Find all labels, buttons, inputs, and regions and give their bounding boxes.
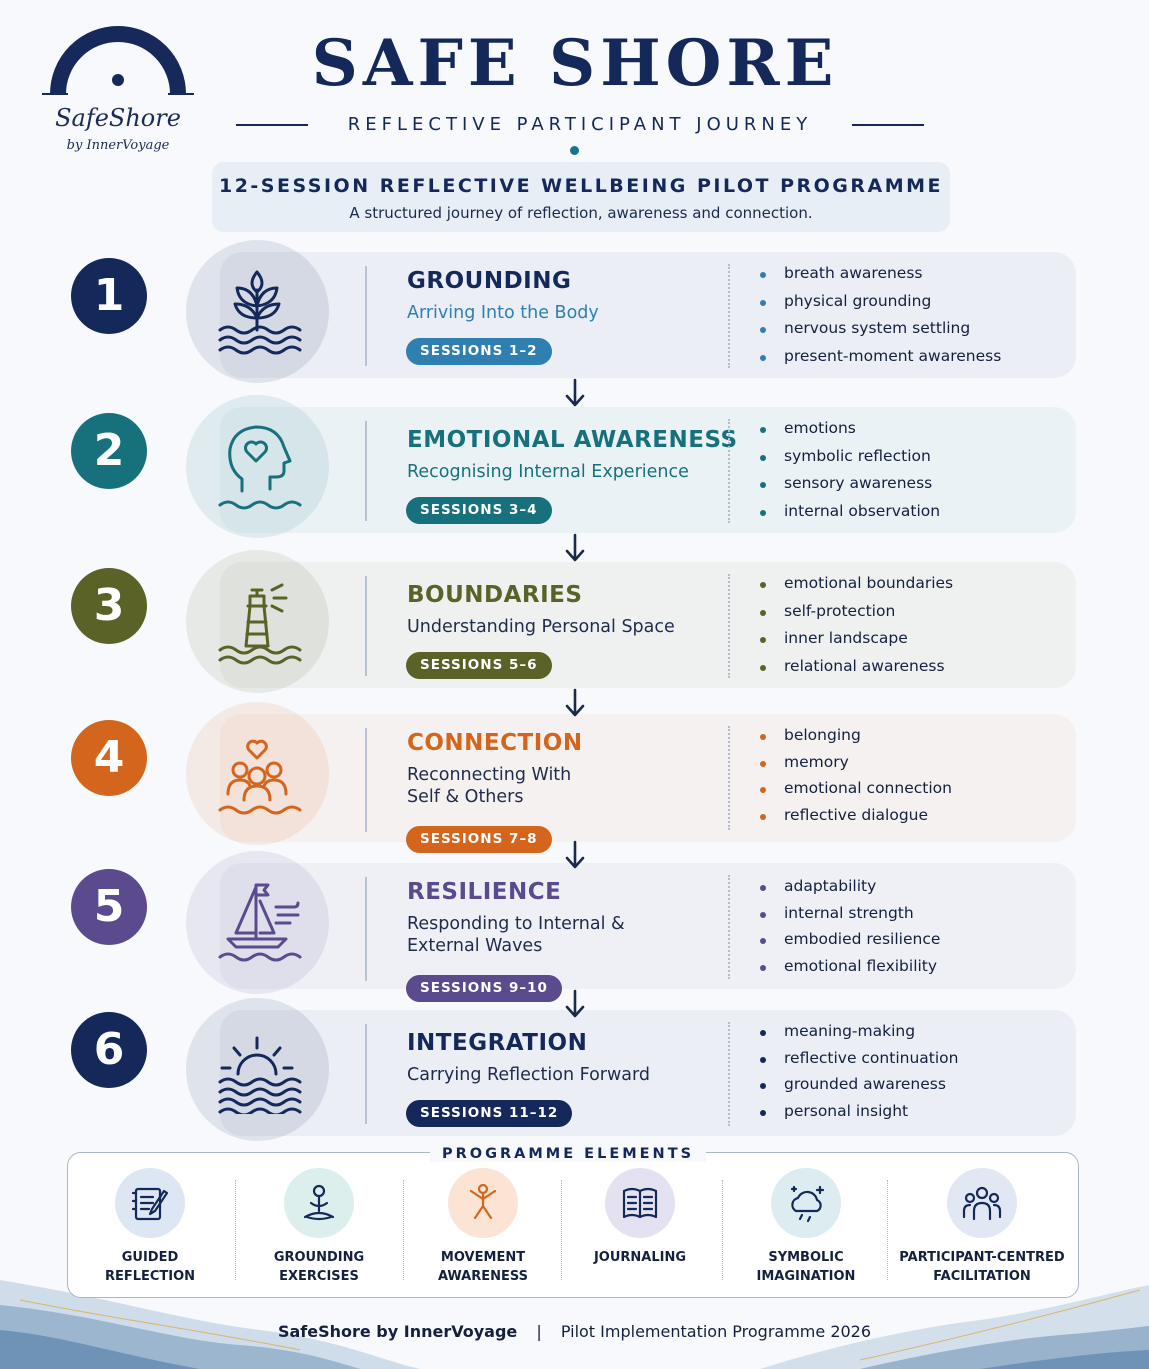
subtitle-rule-left <box>236 124 308 126</box>
element-separator <box>235 1180 236 1280</box>
stage-bullet-item <box>760 657 953 685</box>
stage-subtitle-line: Self & Others <box>407 787 524 807</box>
bullet-text: adaptability <box>784 877 877 895</box>
page-subtitle: REFLECTIVE PARTICIPANT JOURNEY <box>347 114 813 135</box>
stage-bullet-item <box>760 779 952 806</box>
head-heart-icon <box>186 395 329 538</box>
stage-bullet-item <box>760 753 952 780</box>
stage-number-badge: 6 <box>71 1012 147 1088</box>
stage-subtitle-line: Reconnecting With <box>407 765 572 785</box>
stage-subtitle <box>407 302 707 324</box>
stage-divider <box>365 1024 367 1124</box>
programme-elements-heading: PROGRAMME ELEMENTS <box>430 1146 706 1162</box>
bullet-dot <box>760 482 766 488</box>
arrow-down-icon <box>564 686 586 720</box>
stage-subtitle <box>407 616 707 638</box>
stage-bullet-item <box>760 319 1001 347</box>
label-line-1: GUIDED <box>121 1250 179 1265</box>
bullet-text: breath awareness <box>784 264 923 282</box>
bullet-text: nervous system settling <box>784 319 971 337</box>
bullet-text: emotional flexibility <box>784 956 938 975</box>
stage-subtitle <box>407 461 707 483</box>
sessions-badge: SESSIONS 3–4 <box>406 497 552 524</box>
label-line-1: MOVEMENT <box>440 1250 526 1265</box>
arrow-down-icon <box>564 838 586 872</box>
logo-byline: by InnerVoyage <box>66 138 170 153</box>
bullet-dot <box>760 1030 766 1036</box>
programme-element <box>550 1168 730 1267</box>
bullet-dot <box>760 637 766 643</box>
sunrise-icon <box>186 998 329 1141</box>
footer-brand: SafeShore by InnerVoyage <box>277 1322 518 1341</box>
bullet-dot <box>760 355 766 361</box>
element-separator <box>403 1180 404 1280</box>
bullet-dot <box>760 1110 766 1116</box>
arrow-down-icon <box>564 376 586 410</box>
stage-bullet-item <box>760 502 940 530</box>
stage-bullet-item <box>760 447 940 475</box>
stage-title: GROUNDING <box>407 268 572 294</box>
stage-bullet-item <box>760 930 940 957</box>
stage-divider <box>365 877 367 981</box>
stage-bullet-item <box>760 806 952 833</box>
bullet-dot <box>760 912 766 918</box>
stage-subtitle <box>407 1064 707 1086</box>
stage-bullet-item <box>760 474 940 502</box>
stage-bullet-item <box>760 1102 958 1129</box>
subtitle-rule-right <box>852 124 924 126</box>
element-separator <box>722 1180 723 1280</box>
banner-title: 12-SESSION REFLECTIVE WELLBEING PILOT PROGRAMME <box>218 175 944 197</box>
stage-title: EMOTIONAL AWARENESS <box>407 427 738 453</box>
stage-bullet-item <box>760 957 940 984</box>
logo-arc-icon <box>38 16 198 106</box>
stage-dotted-divider <box>728 875 730 979</box>
stage-bullets <box>760 726 952 832</box>
banner-subtitle: A structured journey of reflection, awareness and connection. <box>349 204 813 222</box>
bullet-text: belonging <box>784 726 861 744</box>
stage-number-badge: 2 <box>71 413 147 489</box>
bullet-dot <box>760 814 766 820</box>
label-line-2: EXERCISES <box>279 1269 359 1284</box>
footer <box>0 1322 1149 1341</box>
label-line-1: SYMBOLIC <box>768 1250 844 1265</box>
stage-divider <box>365 576 367 676</box>
stage-bullet-item <box>760 1022 958 1049</box>
bullet-dot <box>760 427 766 433</box>
bullet-text: sensory awareness <box>784 474 933 492</box>
group-icon <box>947 1168 1017 1238</box>
sessions-badge: SESSIONS 7–8 <box>406 826 552 853</box>
bullet-text: meaning-making <box>784 1022 916 1040</box>
bullet-dot <box>760 965 766 971</box>
bullet-text: personal insight <box>784 1101 909 1120</box>
bullet-dot <box>760 938 766 944</box>
label-line-2: AWARENESS <box>437 1269 529 1284</box>
open-book-icon <box>605 1168 675 1238</box>
stage-number-badge: 3 <box>71 568 147 644</box>
stage-bullet-item <box>760 1049 958 1076</box>
stage-bullet-item <box>760 726 952 753</box>
title-dot <box>570 146 579 155</box>
bullet-text: inner landscape <box>784 629 908 647</box>
label-line-2: IMAGINATION <box>756 1269 856 1284</box>
sessions-badge: SESSIONS 9–10 <box>406 975 562 1002</box>
sessions-badge: SESSIONS 5–6 <box>406 652 552 679</box>
label-line-1: JOURNALING <box>593 1250 687 1265</box>
stage-1 <box>0 240 1149 385</box>
label-line-2: FACILITATION <box>933 1269 1031 1284</box>
stage-4 <box>0 702 1149 847</box>
bullet-dot <box>760 761 766 767</box>
stage-5 <box>0 851 1149 996</box>
element-separator <box>887 1180 888 1280</box>
label-line-1: GROUNDING <box>273 1250 365 1265</box>
programme-element-label <box>892 1248 1072 1286</box>
stage-bullets <box>760 574 953 684</box>
stage-title: CONNECTION <box>407 730 583 756</box>
meditation-icon <box>284 1168 354 1238</box>
bullet-text: grounded awareness <box>784 1075 946 1093</box>
bullet-dot <box>760 300 766 306</box>
stage-bullets <box>760 877 940 983</box>
stage-number-badge: 4 <box>71 720 147 796</box>
stage-bullets <box>760 1022 958 1128</box>
bullet-text: emotional boundaries <box>784 574 954 592</box>
sailboat-icon <box>186 851 329 994</box>
footer-separator: | <box>536 1322 542 1341</box>
stage-bullet-item <box>760 574 953 602</box>
stage-bullet-item <box>760 904 940 931</box>
bullet-dot <box>760 272 766 278</box>
arrow-down-icon <box>564 531 586 565</box>
stage-subtitle-line: External Waves <box>407 936 543 956</box>
programme-element-label <box>550 1248 730 1267</box>
programme-element <box>60 1168 240 1286</box>
bullet-dot <box>760 787 766 793</box>
programme-element <box>892 1168 1072 1286</box>
programme-element-label <box>60 1248 240 1286</box>
stage-divider <box>365 728 367 832</box>
stage-title: INTEGRATION <box>407 1030 588 1056</box>
people-heart-icon <box>186 702 329 845</box>
bullet-dot <box>760 327 766 333</box>
bullet-dot <box>760 885 766 891</box>
stage-bullet-item <box>760 629 953 657</box>
bullet-dot <box>760 610 766 616</box>
programme-element-label <box>393 1248 573 1286</box>
stage-3 <box>0 550 1149 695</box>
stage-dotted-divider <box>728 726 730 830</box>
sessions-badge: SESSIONS 11–12 <box>406 1100 572 1127</box>
programme-element <box>229 1168 409 1286</box>
bullet-dot <box>760 665 766 671</box>
stage-subtitle-line: Arriving Into the Body <box>407 303 599 323</box>
logo-name: SafeShore <box>55 104 181 132</box>
stage-number-badge: 5 <box>71 869 147 945</box>
stage-subtitle <box>407 764 707 808</box>
bullet-text: internal strength <box>784 903 914 922</box>
programme-element <box>393 1168 573 1286</box>
stage-dotted-divider <box>728 264 730 368</box>
stage-title: RESILIENCE <box>407 879 562 905</box>
sprout-waves-icon <box>186 240 329 383</box>
stage-subtitle-line: Understanding Personal Space <box>407 617 675 637</box>
stage-bullet-item <box>760 602 953 630</box>
stage-bullet-item <box>760 877 940 904</box>
stage-subtitle-line: Responding to Internal & <box>407 914 625 934</box>
lighthouse-icon <box>186 550 329 693</box>
bullet-text: reflective dialogue <box>784 805 929 824</box>
stage-divider <box>365 266 367 366</box>
safeshore-logo <box>38 16 198 166</box>
stage-bullet-item <box>760 1075 958 1102</box>
notebook-pen-icon <box>115 1168 185 1238</box>
stage-dotted-divider <box>728 1022 730 1126</box>
programme-element-label <box>716 1248 896 1286</box>
stage-dotted-divider <box>728 574 730 678</box>
bullet-text: reflective continuation <box>784 1048 959 1067</box>
bullet-text: internal observation <box>784 501 941 520</box>
bullet-dot <box>760 1083 766 1089</box>
arrow-down-icon <box>564 987 586 1021</box>
programme-element-label <box>229 1248 409 1286</box>
element-separator <box>561 1180 562 1280</box>
stage-subtitle-line: Recognising Internal Experience <box>407 462 689 482</box>
bullet-text: physical grounding <box>784 291 932 310</box>
bullet-dot <box>760 455 766 461</box>
bullet-dot <box>760 510 766 516</box>
stage-subtitle-line: Carrying Reflection Forward <box>407 1065 651 1085</box>
bullet-dot <box>760 734 766 740</box>
bullet-text: emotions <box>784 419 856 437</box>
stage-dotted-divider <box>728 419 730 523</box>
programme-banner <box>212 162 950 232</box>
movement-figure-icon <box>448 1168 518 1238</box>
bullet-text: symbolic reflection <box>784 446 931 465</box>
bullet-text: memory <box>784 752 849 771</box>
sessions-badge: SESSIONS 1–2 <box>406 338 552 365</box>
label-line-2: REFLECTION <box>104 1269 196 1284</box>
stage-bullet-item <box>760 264 1001 292</box>
bullet-text: present-moment awareness <box>784 346 1002 365</box>
cloud-sparkle-icon <box>771 1168 841 1238</box>
bullet-dot <box>760 1057 766 1063</box>
stage-title: BOUNDARIES <box>407 582 583 608</box>
stage-divider <box>365 421 367 521</box>
programme-element <box>716 1168 896 1286</box>
page-title: SAFE SHORE <box>311 26 839 101</box>
bullet-dot <box>760 582 766 588</box>
bullet-text: self-protection <box>784 601 896 620</box>
bullet-text: embodied resilience <box>784 930 941 948</box>
stage-number-badge: 1 <box>71 258 147 334</box>
stage-bullet-item <box>760 419 940 447</box>
footer-text: Pilot Implementation Programme 2026 <box>560 1322 872 1341</box>
bullet-text: relational awareness <box>784 656 945 675</box>
bullet-text: emotional connection <box>784 779 952 797</box>
label-line-1: PARTICIPANT-CENTRED <box>899 1250 1065 1265</box>
stage-2 <box>0 395 1149 540</box>
stage-bullet-item <box>760 347 1001 375</box>
stage-bullets <box>760 264 1001 374</box>
stage-subtitle <box>407 913 707 957</box>
stage-bullets <box>760 419 940 529</box>
stage-bullet-item <box>760 292 1001 320</box>
